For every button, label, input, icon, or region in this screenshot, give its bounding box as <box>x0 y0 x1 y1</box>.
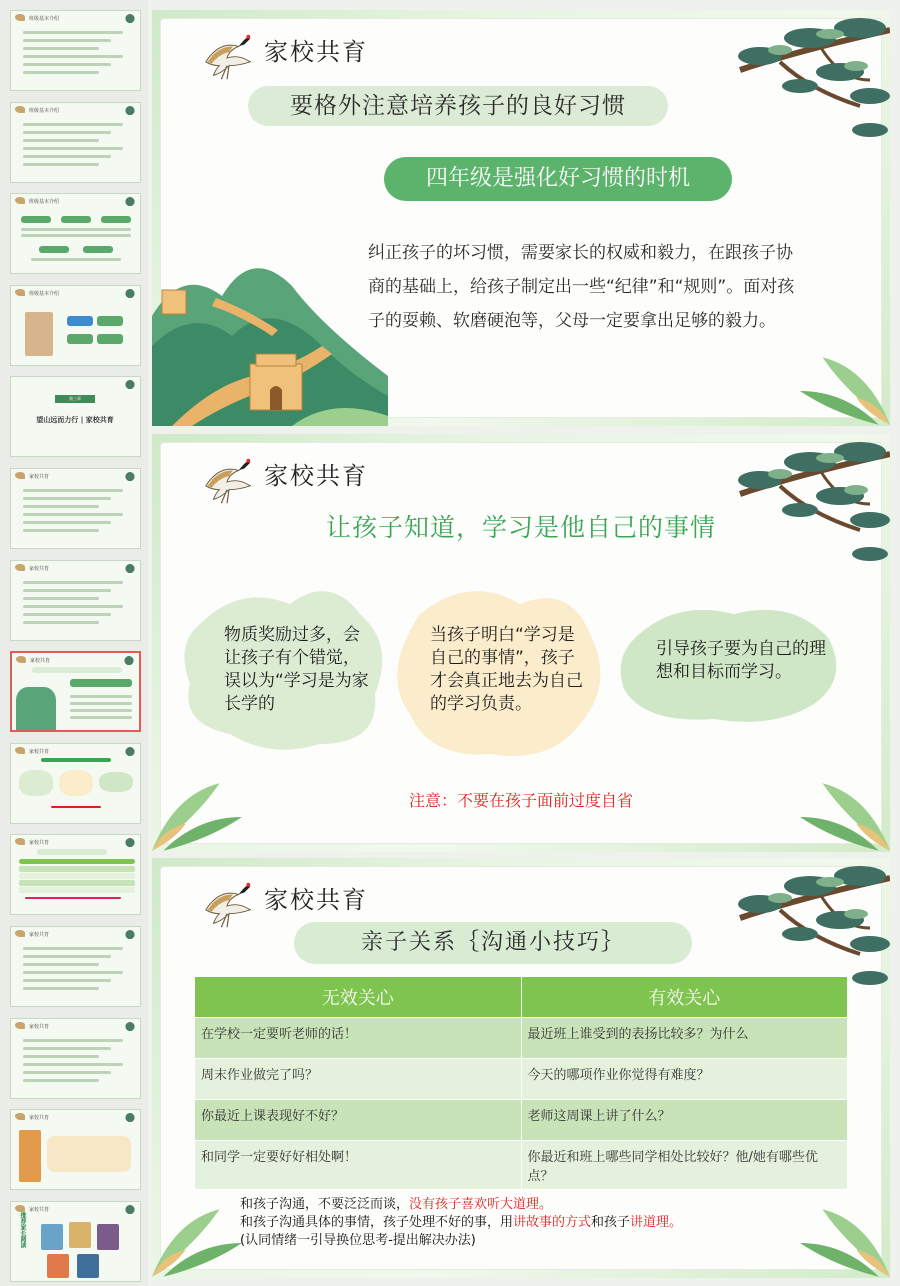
slide-learning-is-own[interactable] <box>152 434 890 852</box>
slide-thumbnail[interactable] <box>10 285 141 366</box>
pine-branch-icon <box>118 1112 138 1126</box>
summary-line2-text: 和孩子 <box>591 1215 631 1230</box>
summary-line2-text: 和孩子沟通具体的事情，孩子处理不好的事，用 <box>240 1215 514 1230</box>
slide-thumbnail[interactable] <box>10 102 141 183</box>
thumbnail-chapter: 第三章 <box>55 395 95 403</box>
slide-thumbnail[interactable] <box>10 560 141 641</box>
crane-icon <box>15 838 25 845</box>
pine-branch-icon <box>720 434 890 574</box>
crane-icon <box>15 1022 25 1029</box>
crane-icon <box>15 14 25 21</box>
pine-branch-icon <box>118 563 138 577</box>
crane-icon <box>200 456 258 506</box>
pine-branch-icon <box>118 288 138 302</box>
pine-branch-icon <box>118 837 138 851</box>
corner-leaves-icon <box>152 1208 242 1278</box>
slide-body-text: 纠正孩子的坏习惯，需要家长的权威和毅力，在跟孩子协商的基础上，给孩子制定出一些“纪律”和“规则”。面对孩子的耍赖、软磨硬泡等，父母一定要拿出足够的毅力。 <box>368 243 795 331</box>
slide-thumbnail[interactable] <box>10 926 141 1007</box>
crane-icon <box>15 289 25 296</box>
pine-branch-icon <box>118 196 138 210</box>
table-row <box>195 1059 848 1100</box>
highlight-pill: 四年级是强化好习惯的时机 <box>384 157 732 201</box>
pine-branch-icon <box>118 1204 138 1218</box>
pine-branch-icon <box>118 379 138 393</box>
pine-branch-icon <box>118 471 138 485</box>
slide-good-habits[interactable] <box>152 10 890 426</box>
crane-icon <box>15 106 25 113</box>
ineffective-question-cell: 在学校一定要听老师的话！ <box>195 1018 522 1059</box>
pine-branch-icon <box>118 1021 138 1035</box>
pine-branch-icon <box>118 13 138 27</box>
thumbnail-title: 班级基本介绍 <box>29 290 60 297</box>
slide-thumbnail[interactable] <box>10 10 141 91</box>
thumbnail-title: 班级基本介绍 <box>29 199 60 206</box>
thumbnail-title: 家校共育 <box>29 932 50 938</box>
thumbnail-title: 家校共育 <box>29 565 50 572</box>
thumbnail-title: 家校共育 <box>29 748 50 755</box>
thumbnail-banner: 望山远而力行 | 家校共育 <box>36 416 114 425</box>
slide-thumbnail[interactable] <box>10 1018 141 1099</box>
summary-line1-text: 和孩子沟通，不要泛泛而谈， <box>240 1197 410 1212</box>
brand-title: 家校共育 <box>264 886 368 914</box>
thumbnail-title: 家校共育 <box>29 1023 50 1030</box>
crane-icon <box>15 197 25 204</box>
summary-line2-highlight: 讲道理。 <box>630 1215 683 1230</box>
brand-title: 家校共育 <box>264 38 368 66</box>
thumbnail-title: 家校共育 <box>29 1115 50 1122</box>
effective-question-cell: 你最近和班上哪些同学相处比较好？他/她有哪些优点？ <box>521 1141 848 1190</box>
column-header-effective: 有效关心 <box>521 977 848 1018</box>
thumbnail-title: 家校共育 <box>29 1206 50 1213</box>
summary-line3-text: (认同情绪一引导换位思考-提出解决办法) <box>240 1233 476 1248</box>
crane-icon <box>15 1113 25 1120</box>
ineffective-question-cell: 你最近上课表现好不好？ <box>195 1100 522 1141</box>
blob-text-rewards: 物质奖励过多，会让孩子有个错觉，误以为“学习是为家长学的 <box>224 625 369 714</box>
blob-text-goals: 引导孩子要为自己的理想和目标而学习。 <box>656 639 826 682</box>
warning-note: 注意：不要在孩子面前过度自省 <box>408 791 633 810</box>
crane-icon <box>16 656 26 663</box>
ineffective-question-cell: 周末作业做完了吗？ <box>195 1059 522 1100</box>
slide-thumbnail[interactable] <box>10 376 141 457</box>
ineffective-question-cell: 和同学一定要好好相处啊！ <box>195 1141 522 1190</box>
thumbnail-title: 家校共育 <box>29 474 50 480</box>
corner-leaves-icon <box>800 1208 890 1278</box>
crane-icon <box>15 747 25 754</box>
summary-line2-highlight: 讲故事的方式 <box>513 1215 592 1230</box>
column-header-ineffective: 无效关心 <box>195 977 522 1018</box>
pine-branch-icon <box>118 929 138 943</box>
corner-leaves-icon <box>800 356 890 426</box>
table-row <box>195 1141 848 1190</box>
slide-thumbnail[interactable] <box>10 1109 141 1190</box>
table-row <box>195 1018 848 1059</box>
slide-thumbnail[interactable] <box>10 468 141 549</box>
great-wall-illustration-icon <box>152 226 388 426</box>
slide-thumbnail[interactable] <box>10 193 141 274</box>
brand-title: 家校共育 <box>264 462 368 490</box>
blob-text-responsibility: 当孩子明白“学习是自己的事情”，孩子才会真正地去为自己的学习负责。 <box>430 625 583 714</box>
pine-branch-icon <box>118 105 138 119</box>
effective-question-cell: 老师这周课上讲了什么？ <box>521 1100 848 1141</box>
thumbnail-title: 家校共育 <box>29 840 50 847</box>
slide-communication-tips[interactable] <box>152 858 890 1278</box>
summary-text <box>240 1196 682 1250</box>
crane-icon <box>15 564 25 571</box>
slide-thumbnail[interactable] <box>10 743 141 824</box>
thumbnail-title: 班级基本介绍 <box>29 16 60 22</box>
slide-title: 亲子关系｛沟通小技巧｝ <box>294 922 692 964</box>
slide-thumbnail[interactable] <box>10 651 141 732</box>
crane-icon <box>15 472 25 479</box>
crane-icon <box>200 880 258 930</box>
thumbnail-tag: 推荐家长阅读 <box>19 1211 26 1248</box>
crane-icon <box>200 32 258 82</box>
slide-thumbnail-rail <box>0 0 148 1286</box>
crane-icon <box>15 930 25 937</box>
effective-question-cell: 今天的哪项作业你觉得有难度？ <box>521 1059 848 1100</box>
slide-title: 要格外注意培养孩子的良好习惯 <box>248 86 668 126</box>
slide-title: 让孩子知道，学习是他自己的事情 <box>325 513 716 542</box>
thumbnail-title: 班级基本介绍 <box>29 107 60 114</box>
slide-thumbnail[interactable] <box>10 834 141 915</box>
pine-branch-icon <box>118 746 138 760</box>
pine-branch-icon <box>720 10 890 150</box>
slide-thumbnail[interactable] <box>10 1201 141 1282</box>
effective-question-cell: 最近班上谁受到的表扬比较多？为什么 <box>521 1018 848 1059</box>
thumbnail-title: 家校共育 <box>30 658 51 665</box>
table-row <box>195 1100 848 1141</box>
crane-icon <box>15 1205 25 1212</box>
communication-table <box>194 976 848 1190</box>
summary-line1-highlight: 没有孩子喜欢听大道理。 <box>409 1197 553 1212</box>
